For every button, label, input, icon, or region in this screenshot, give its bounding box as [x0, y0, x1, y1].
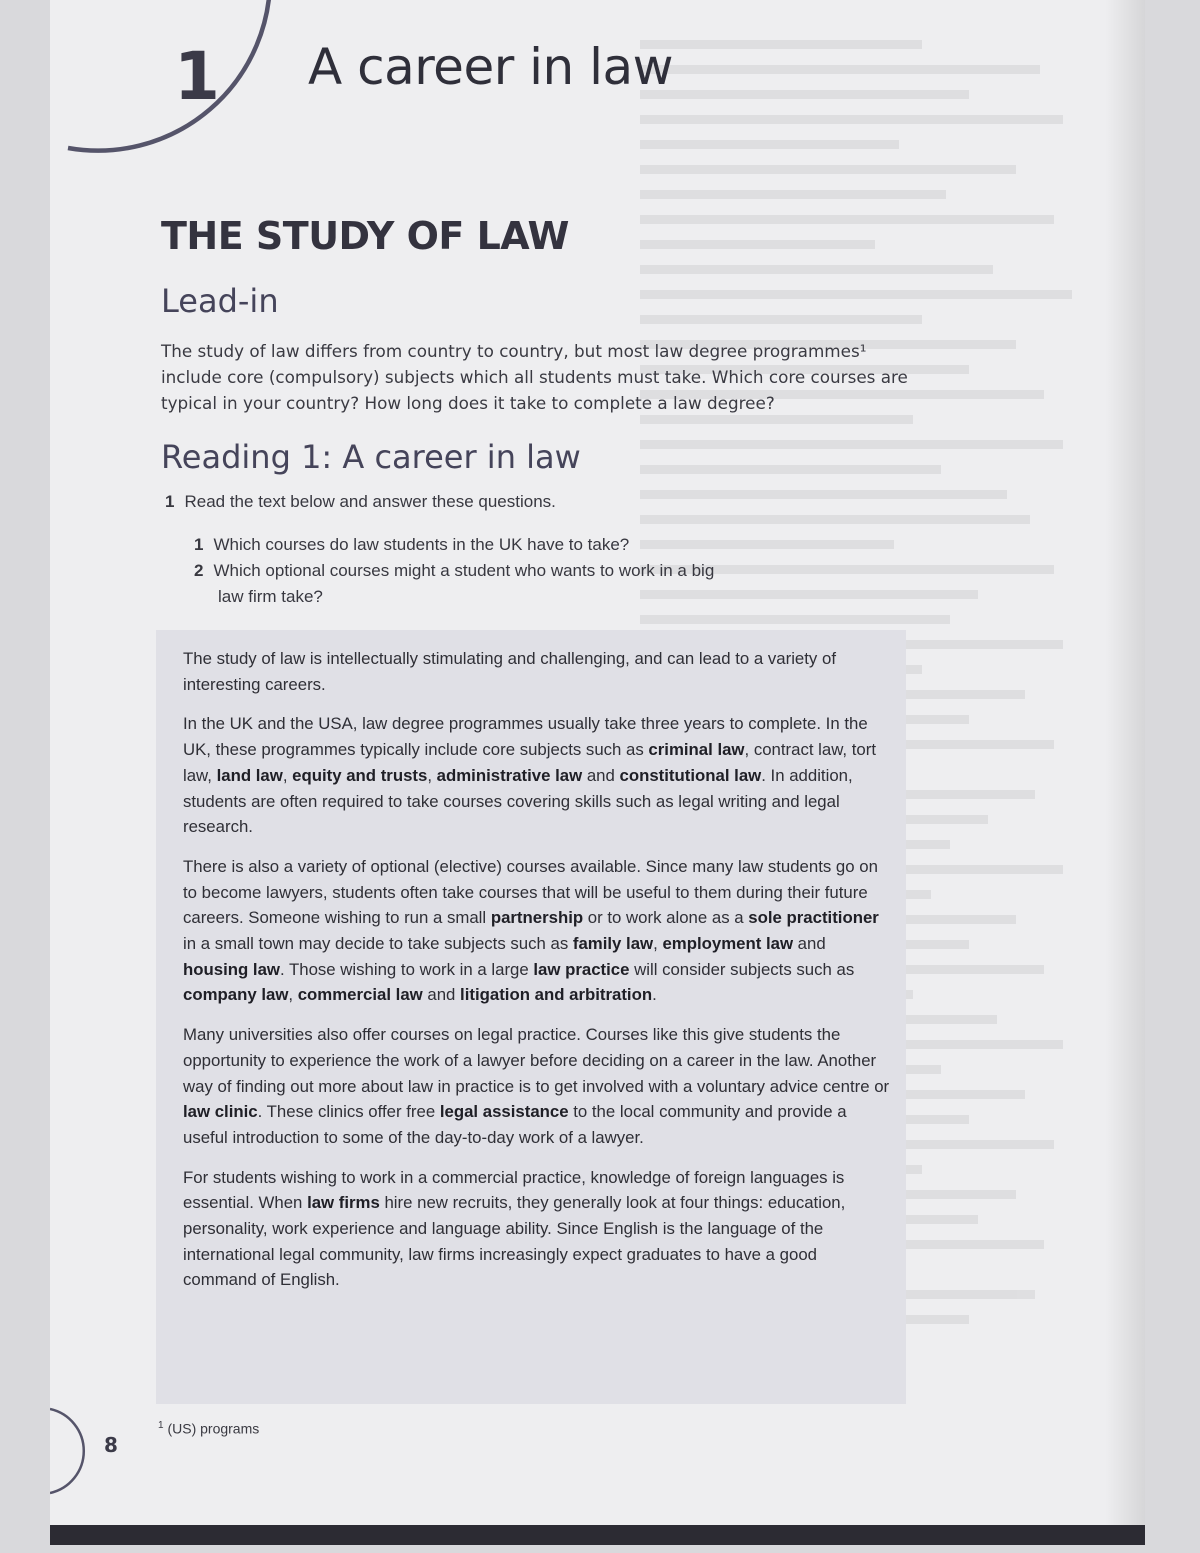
key-term: criminal law [648, 740, 745, 760]
question-1 [194, 532, 629, 558]
footnote-text: (US) programs [167, 1420, 260, 1437]
question-number: 2 [194, 561, 204, 580]
page-number: 8 [104, 1433, 118, 1457]
paragraph-3: There is also a variety of optional (elective) courses available. Since many law students go on to become lawyers, students often take courses that will be useful to them during their future careers. Someone wishing to run a small partnership or to work alone as a sole practitioner in a small town may decide to take subjects such as family law, employment law and housing law. Those wishing to work in a large law practice will consider subjects such as company law, commercial law and litigation and arbitration. [183, 856, 879, 1005]
leadin-heading: Lead-in [161, 282, 279, 320]
section-title: THE STUDY OF LAW [161, 214, 569, 258]
question-number: 1 [194, 535, 204, 554]
footnote-marker: 1 [158, 1420, 164, 1431]
key-term: constitutional law [619, 765, 762, 785]
key-term: sole practitioner [748, 908, 879, 928]
task-text: Read the text below and answer these questions. [184, 492, 556, 511]
question-continuation: law firm take? [218, 587, 323, 606]
key-term: legal assistance [439, 1102, 569, 1122]
chapter-title: A career in law [308, 38, 674, 96]
question-2 [194, 558, 854, 610]
key-term: law firms [307, 1193, 380, 1213]
key-term: law practice [533, 959, 630, 979]
key-term: equity and trusts [292, 765, 428, 785]
gutter-shadow [1105, 0, 1145, 1525]
key-term: law clinic [183, 1102, 258, 1122]
task-number: 1 [165, 492, 175, 511]
question-text: Which courses do law students in the UK have to take? [213, 535, 630, 554]
key-term: administrative law [436, 765, 583, 785]
key-term: litigation and arbitration [460, 985, 653, 1005]
question-text: Which optional courses might a student who wants to work in a big [213, 561, 715, 580]
key-term: partnership [490, 908, 584, 928]
key-term: land law [216, 765, 283, 785]
footnote [158, 1420, 259, 1437]
key-term: housing law [183, 959, 280, 979]
paragraph-1: The study of law is intellectually stimulating and challenging, and can lead to a variety of interesting careers. [183, 649, 836, 694]
leadin-text: The study of law differs from country to country, but most law degree programmes¹ include core (compulsory) subjects which all students must take. Which core courses are typical in your country? How long does it take to complete a law degree? [161, 341, 908, 413]
reading-heading: Reading 1: A career in law [161, 438, 581, 476]
paragraph-4: Many universities also offer courses on legal practice. Courses like this give students the opportunity to experience the work of a lawyer before deciding on a career in the law. Another way of finding out more about law in practice is to get involved with a voluntary advice centre or law clinic. These clinics offer free legal assistance to the local community and provide a useful introduction to some of the day-to-day work of a lawyer. [183, 1025, 890, 1147]
key-term: company law [183, 985, 289, 1005]
key-term: employment law [662, 934, 793, 954]
chapter-number: 1 [174, 38, 220, 115]
key-term: commercial law [297, 985, 423, 1005]
bottom-binding-edge [50, 1525, 1145, 1545]
reading-text [183, 646, 895, 1307]
paragraph-5: For students wishing to work in a commercial practice, knowledge of foreign languages is essential. When law firms hire new recruits, they generally look at four things: education, personality, work experience and language ability. Since English is the language of the international legal community, law firms increasingly expect graduates to have a good command of English. [183, 1167, 846, 1290]
task-instruction [165, 492, 556, 512]
paragraph-2: In the UK and the USA, law degree programmes usually take three years to complete. In the UK, these programmes typically include core subjects such as criminal law, contract law, tort law, land law, equity and trusts, administrative law and constitutional law. In addition, students are often required to take courses covering skills such as legal writing and legal research. [183, 714, 877, 837]
key-term: family law [572, 934, 654, 954]
book-page [50, 0, 1145, 1525]
